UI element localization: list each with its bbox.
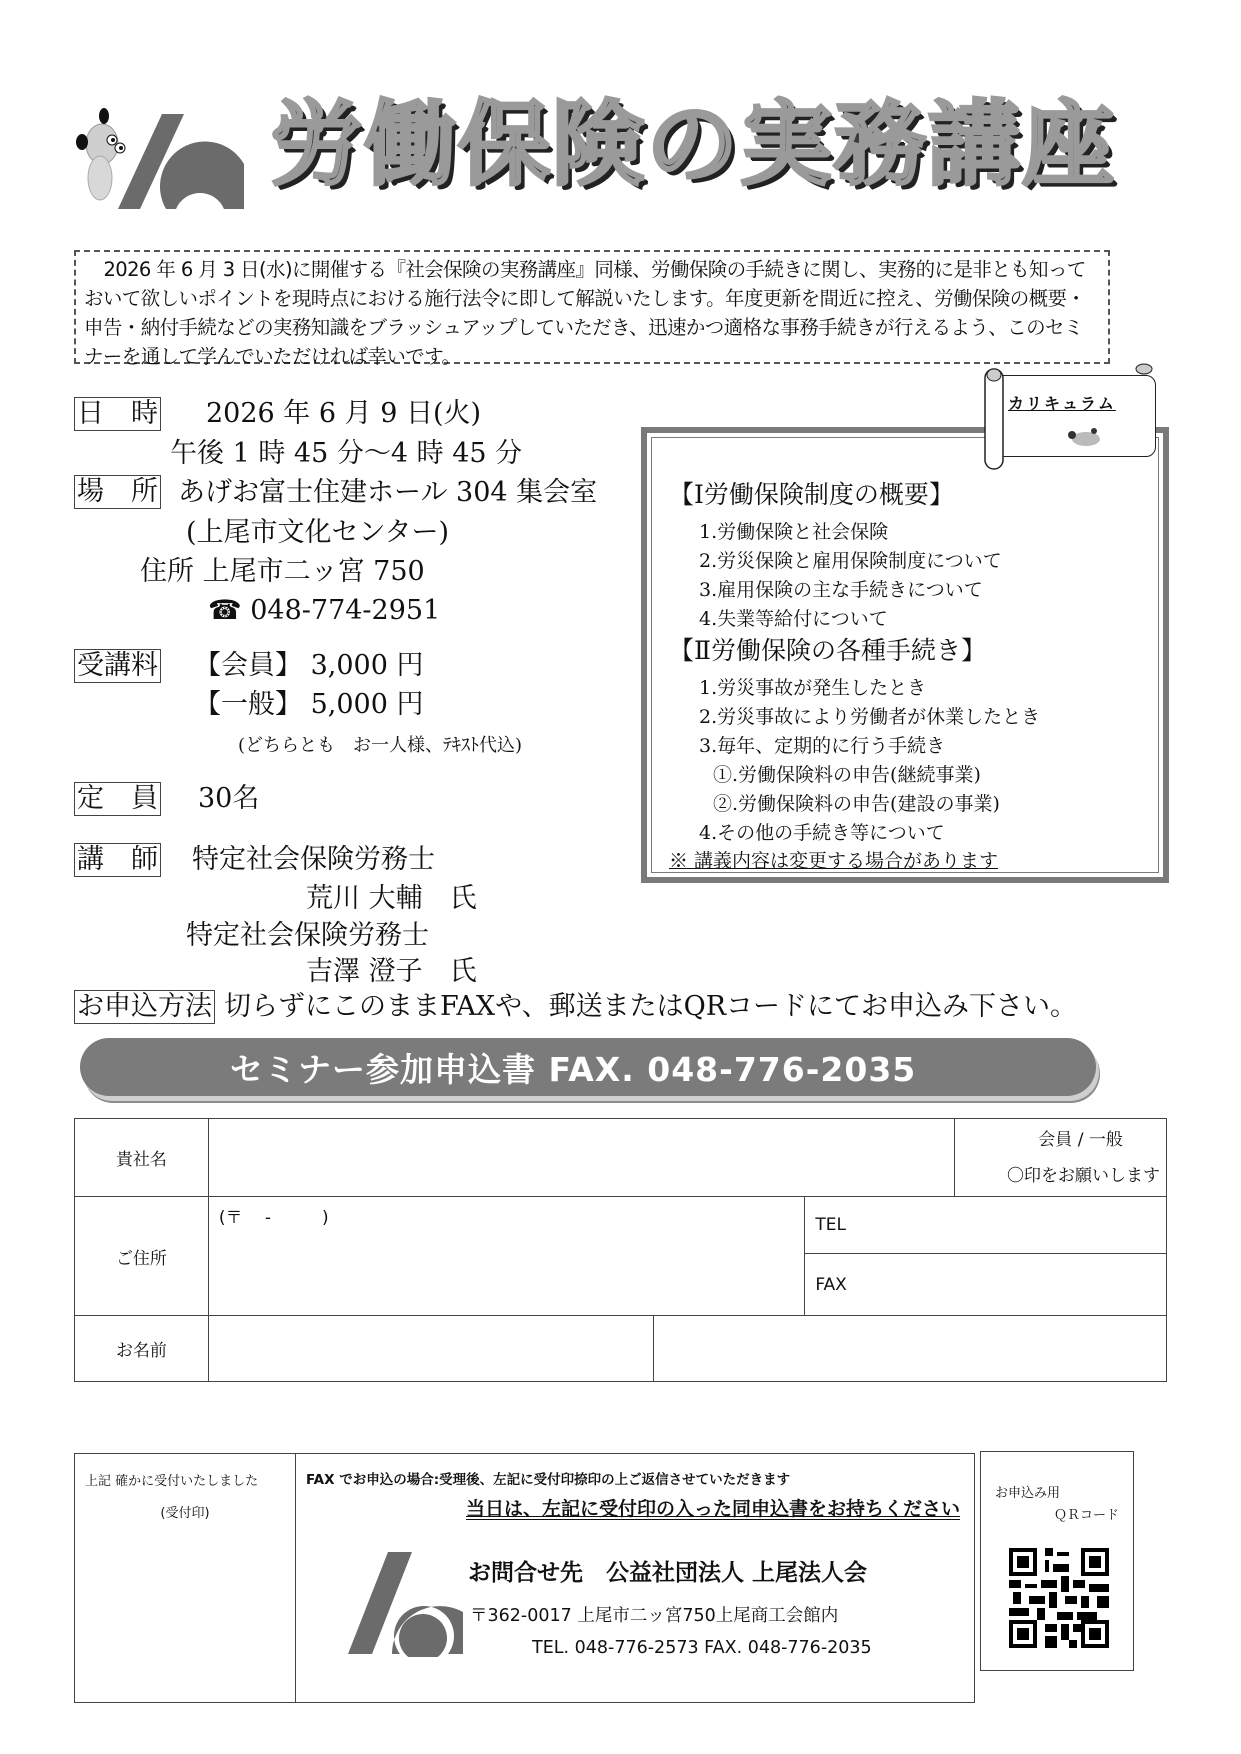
curriculum-item: ②.労働保険料の申告(建設の事業) xyxy=(713,793,1000,815)
dog-mascot-icon xyxy=(1064,425,1114,449)
qr-code-icon[interactable] xyxy=(1009,1548,1109,1648)
phone-icon: ☎ xyxy=(208,595,242,626)
place-name: あげお富士住建ホール 304 集会室 xyxy=(178,477,598,508)
member-choice: 会員 / 一般 xyxy=(1038,1129,1123,1150)
header-logo xyxy=(74,104,244,214)
curriculum-item: 4.失業等給付について xyxy=(699,608,888,630)
apply-text: 切らずにこのままFAXや、郵送またはQRコードにてお申込み下さい。 xyxy=(224,991,1078,1022)
fax-field[interactable] xyxy=(805,1254,1167,1316)
curriculum-item: 2.労災事故により労働者が休業したとき xyxy=(699,706,1041,728)
banner-text: セミナー参加申込書 FAX. 048-776-2035 xyxy=(230,1050,917,1089)
application-form xyxy=(74,1118,1167,1382)
company-label: 貴社名 xyxy=(75,1119,209,1197)
name-field-2[interactable] xyxy=(654,1316,1167,1382)
receipt-box xyxy=(74,1453,296,1703)
page-title: 労働保険の実務講座 xyxy=(270,91,1117,198)
curriculum-item: 1.労災事故が発生したとき xyxy=(699,677,927,699)
fee-general: 【一般】 5,000 円 xyxy=(194,689,424,720)
fax-label: FAX xyxy=(815,1274,847,1295)
dog-mascot-logo-icon xyxy=(74,104,244,214)
capacity-label: 定 員 xyxy=(74,782,161,816)
lecturer-name-1: 荒川 大輔 氏 xyxy=(306,883,477,914)
date-value: 2026 年 6 月 9 日(火) xyxy=(206,398,482,429)
lecturer-title-1: 特定社会保険労務士 xyxy=(192,844,435,875)
phone-number: 048-774-2951 xyxy=(250,595,441,626)
curriculum-heading-2: 【Ⅱ労働保険の各種手続き】 xyxy=(669,636,986,665)
qr-box xyxy=(980,1451,1134,1671)
tel-label: TEL xyxy=(815,1215,846,1235)
receipt-stamp: (受付印) xyxy=(160,1506,210,1521)
curriculum-heading-1: 【Ⅰ労働保険制度の概要】 xyxy=(669,480,954,509)
curriculum-tag: カリキュラム xyxy=(1008,394,1116,413)
curriculum-item: 4.その他の手続き等について xyxy=(699,822,945,844)
qr-label-2: ＱＲコード xyxy=(1053,1508,1119,1523)
contact-label: お問合せ先 公益社団法人 上尾法人会 xyxy=(468,1560,868,1586)
lecturer-title-2: 特定社会保険労務士 xyxy=(186,920,429,951)
member-note: 〇印をお願いします xyxy=(1007,1165,1160,1186)
date-label: 日 時 xyxy=(74,397,161,431)
receipt-text: 上記 確かに受付いたしました xyxy=(85,1474,259,1489)
time-value: 午後 1 時 45 分～4 時 45 分 xyxy=(170,438,523,469)
qr-label-1: お申込み用 xyxy=(995,1486,1061,1501)
intro-text: 2026 年 6 月 3 日(水)に開催する『社会保険の実務講座』同様、労働保険の手続きに関し、実務的に是非とも知っておいて欲しいポイントを現時点における施行法令に即して解説いたします。年度更新を間近に控え、労働保険の概要・申告・納付手続などの実務知識をブラッシュアップしていただき、迅速かつ適格な事務手続きが行えるよう、このセミナーを通して学んでいただければ幸いです。 xyxy=(74,250,1110,364)
name-label: お名前 xyxy=(75,1316,209,1382)
contact-address: 〒362-0017 上尾市二ッ宮750上尾商工会館内 xyxy=(470,1606,839,1626)
apply-label: お申込方法 xyxy=(74,990,215,1024)
contact-box xyxy=(295,1453,975,1703)
postal-hint: (〒 - ) xyxy=(218,1208,329,1228)
curriculum-note: ※ 講義内容は変更する場合があります xyxy=(669,850,999,872)
lecturer-name-2: 吉澤 澄子 氏 xyxy=(306,956,477,987)
tel-field[interactable] xyxy=(805,1197,1167,1254)
contact-tel-fax: TEL. 048-776-2573 FAX. 048-776-2035 xyxy=(532,1638,872,1658)
curriculum-item: 1.労働保険と社会保険 xyxy=(699,521,889,543)
address-field[interactable] xyxy=(208,1197,804,1316)
name-field-1[interactable] xyxy=(208,1316,654,1382)
fee-member: 【会員】 3,000 円 xyxy=(194,650,424,681)
curriculum-item: 3.雇用保険の主な手続きについて xyxy=(699,579,983,601)
scroll-roll-icon xyxy=(984,363,1156,473)
place-address: 住所 上尾市二ッ宮 750 xyxy=(140,556,425,587)
company-field[interactable] xyxy=(208,1119,954,1197)
curriculum-box xyxy=(641,427,1169,883)
houjinkai-logo-icon xyxy=(348,1552,463,1657)
place-phone xyxy=(208,592,440,630)
fee-note: (どちらとも お一人様、ﾃｷｽﾄ代込) xyxy=(238,735,523,756)
capacity-value: 30名 xyxy=(198,783,260,814)
fax-note: FAX でお申込の場合:受理後、左記に受付印捺印の上ご返信させていただきます xyxy=(306,1472,791,1488)
curriculum-item: 2.労災保険と雇用保険制度について xyxy=(699,550,1002,572)
address-label: ご住所 xyxy=(75,1197,209,1316)
lecturer-label: 講 師 xyxy=(74,843,161,877)
place-sub: (上尾市文化センター) xyxy=(186,517,449,548)
member-choice-field[interactable] xyxy=(955,1119,1167,1197)
curriculum-scroll-tag xyxy=(984,363,1156,459)
fee-label: 受講料 xyxy=(74,649,161,683)
bring-note: 当日は、左記に受付印の入った同申込書をお持ちください xyxy=(465,1498,960,1520)
curriculum-item: ①.労働保険料の申告(継続事業) xyxy=(713,764,981,786)
place-label: 場 所 xyxy=(74,475,161,509)
curriculum-item: 3.毎年、定期的に行う手続き xyxy=(699,735,946,757)
application-form-banner xyxy=(80,1038,1096,1096)
